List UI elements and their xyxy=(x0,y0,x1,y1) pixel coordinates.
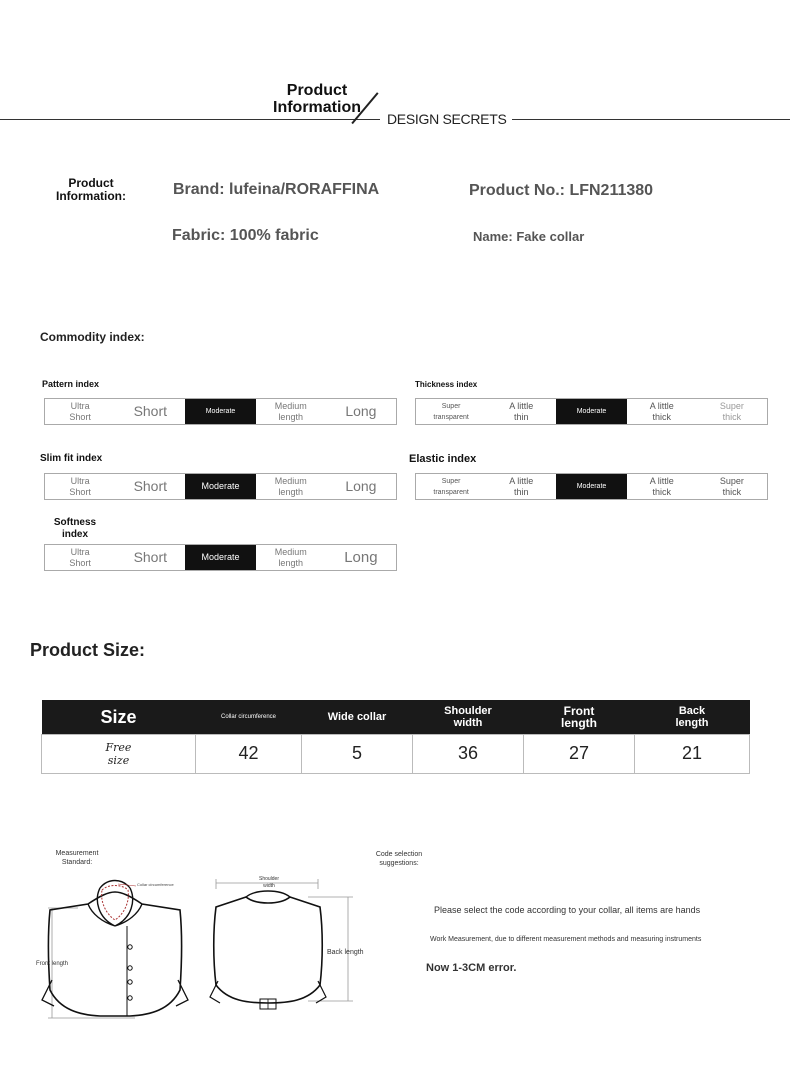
front-collar-illustration xyxy=(30,870,200,1030)
thickness-index-bar xyxy=(415,398,768,425)
slim-fit-cell-moderate-selected: Moderate xyxy=(185,474,255,499)
cell-back-length: 21 xyxy=(635,734,750,773)
pattern-cell-moderate-selected: Moderate xyxy=(185,399,255,424)
header-wide-collar: Wide collar xyxy=(302,700,413,734)
product-name-text: Name: Fake collar xyxy=(473,229,585,244)
shoulder-width-annotation: Shoulder width xyxy=(258,876,279,889)
back-length-annotation: Back length xyxy=(327,949,364,956)
fabric-text: Fabric: 100% fabric xyxy=(172,227,319,244)
header-title-line1: Product xyxy=(286,82,348,99)
slim-fit-index-bar xyxy=(44,473,397,500)
sizing-tip-2: Work Measurement, due to different measurement methods and measuring instruments xyxy=(430,936,702,943)
cell-front-length: 27 xyxy=(524,734,635,773)
header-size: Size xyxy=(42,700,196,734)
header-divider-left xyxy=(0,119,380,120)
softness-cell-short: Short xyxy=(133,549,168,565)
thickness-index-label: Thickness index xyxy=(415,380,478,389)
softness-cell-long: Long xyxy=(344,549,378,566)
product-number-text: Product No.: LFN211380 xyxy=(469,182,654,199)
cell-shoulder-width: 36 xyxy=(413,734,524,773)
collar-circumference-annotation: Collar circumference xyxy=(137,882,174,887)
thickness-cell-super-transparent: Super transparent xyxy=(433,402,469,421)
softness-cell-moderate-selected: Moderate xyxy=(185,545,255,570)
softness-index-label: Softness index xyxy=(53,517,97,540)
slim-fit-cell-medium-length: Medium length xyxy=(274,475,307,497)
measurement-standard-label: Measurement Standard: xyxy=(55,850,99,866)
softness-index-bar xyxy=(44,544,397,571)
size-table xyxy=(41,700,750,774)
pattern-index-label: Pattern index xyxy=(42,379,100,389)
softness-cell-medium-length: Medium length xyxy=(274,546,307,568)
header-front-length: Front length xyxy=(524,700,635,734)
product-size-label: Product Size: xyxy=(30,640,146,660)
slim-fit-cell-short: Short xyxy=(133,478,168,494)
commodity-index-label: Commodity index: xyxy=(40,330,145,344)
thickness-cell-little-thick: A little thick xyxy=(649,400,674,422)
header-back-length: Back length xyxy=(635,700,750,734)
size-table-header-row xyxy=(42,700,750,734)
pattern-index-bar xyxy=(44,398,397,425)
pattern-cell-long: Long xyxy=(345,403,377,419)
front-length-annotation: Front length xyxy=(36,961,69,967)
header-collar-circumference: Collar circumference xyxy=(196,700,302,734)
elastic-cell-super-transparent: Super transparent xyxy=(433,477,469,496)
product-info-label xyxy=(44,177,138,203)
product-info-label-line2: Information: xyxy=(56,189,126,203)
pattern-cell-short: Short xyxy=(133,403,168,419)
cell-collar-circumference: 42 xyxy=(196,734,302,773)
header-shoulder-width: Shoulder width xyxy=(413,700,524,734)
code-selection-label: Code selection suggestions: xyxy=(375,851,423,867)
thickness-cell-super-thick: Super thick xyxy=(719,400,744,422)
cell-wide-collar: 5 xyxy=(302,734,413,773)
header-title xyxy=(262,82,372,116)
elastic-index-bar xyxy=(415,473,768,500)
pattern-cell-medium-length: Medium length xyxy=(274,400,307,422)
elastic-cell-little-thick: A little thick xyxy=(649,475,674,497)
product-info-label-line1: Product xyxy=(68,176,114,190)
slim-fit-cell-ultra-short: Ultra Short xyxy=(69,475,91,497)
header-title-line2: Information xyxy=(273,99,361,116)
softness-cell-ultra-short: Ultra Short xyxy=(69,546,91,568)
sizing-tip-3: Now 1-3CM error. xyxy=(426,962,517,974)
pattern-cell-ultra-short: Ultra Short xyxy=(69,400,91,422)
header-divider-right xyxy=(512,119,790,120)
brand-text: Brand: lufeina/RORAFFINA xyxy=(173,181,380,198)
table-row xyxy=(42,734,750,773)
thickness-cell-little-thin: A little thin xyxy=(509,400,534,422)
header-subtitle: DESIGN SECRETS xyxy=(387,111,507,127)
slim-fit-cell-long: Long xyxy=(345,478,377,494)
elastic-index-label: Elastic index xyxy=(409,453,477,465)
slim-fit-index-label: Slim fit index xyxy=(40,453,103,464)
sizing-tip-1: Please select the code according to your collar, all items are hands xyxy=(434,905,701,915)
thickness-cell-moderate-selected: Moderate xyxy=(556,399,626,424)
elastic-cell-super-thick: Super thick xyxy=(719,475,744,497)
elastic-cell-little-thin: A little thin xyxy=(509,475,534,497)
elastic-cell-moderate-selected: Moderate xyxy=(556,474,626,499)
cell-free-size: Free size xyxy=(42,734,196,773)
